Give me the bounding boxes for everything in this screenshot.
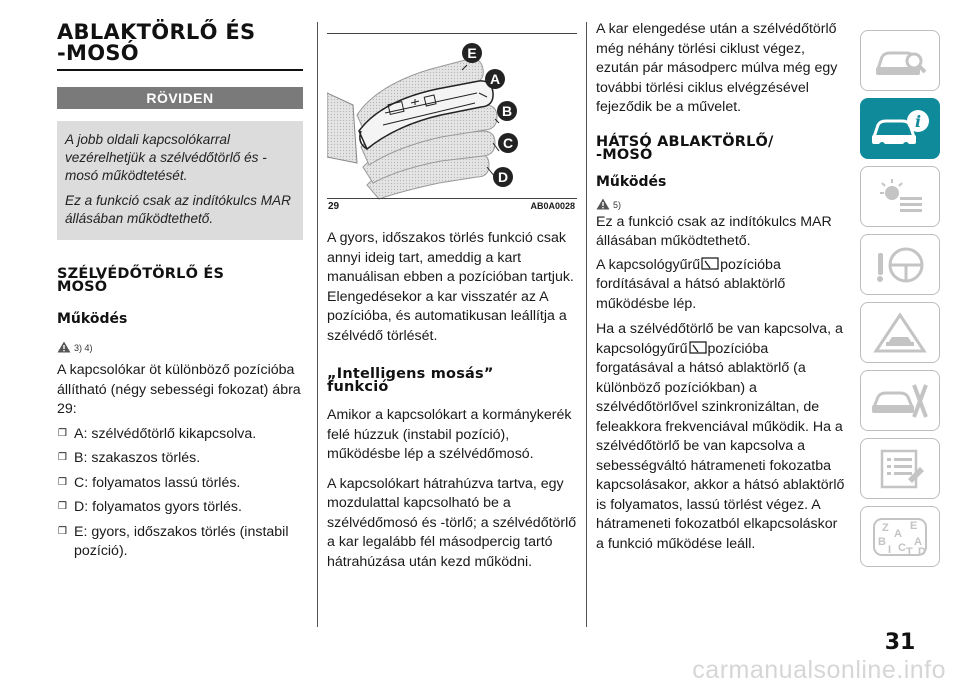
alphabet-index-icon xyxy=(870,515,930,559)
watermark: carmanualsonline.info xyxy=(692,656,946,684)
svg-text:B: B xyxy=(501,103,513,119)
tab-magnifier-car[interactable] xyxy=(860,30,940,91)
label-e-badge xyxy=(462,43,482,63)
svg-text:C: C xyxy=(502,135,514,151)
col3-paragraph-4: Ha a szélvédőtörlő be van kapcsolva, a kapcsológyűrű pozícióba forgatásával a hátsó ablaktörlő (a különböző pozíciókban) a szélvédőtörlővel szinkronizáltan, de feleakkora frekvenciával működik. Ha a szélvédőtörlő be van kapcsolva a sebességváltó hátrameneti fokozatba kapcsolásakor, akkor a hátsó ablaktörlő is folyamatos, lassú törlést végez. A hátrameneti fokozatból elkapcsoláskor a funkció működése leáll. xyxy=(596,321,845,552)
list-item: ❒ A: szélvédőtörlő kikapcsolva. xyxy=(58,425,257,442)
list-item: ❒ D: folyamatos gyors törlés. xyxy=(58,499,242,515)
svg-text:E: E xyxy=(910,519,918,532)
page-number: 31 xyxy=(884,630,916,655)
tab-warning-triangle[interactable] xyxy=(860,302,940,363)
checkbox-bullet-icon: ❒ xyxy=(58,525,67,537)
column-1 xyxy=(57,0,303,567)
warning-triangle-icon xyxy=(596,198,610,210)
svg-text:B: B xyxy=(878,535,886,548)
col2-paragraph-2: Amikor a kapcsolókart a kormánykerék felé húzzuk (instabil pozíció), működésbe lép a szélvédőmosó. xyxy=(327,407,572,462)
svg-text:i: i xyxy=(914,111,922,131)
page-title: ABLAKTÖRLŐ ÉS -MOSÓ xyxy=(57,20,256,65)
subheading-operation: Működés xyxy=(596,173,667,190)
technical-data-icon xyxy=(870,447,930,491)
col2-paragraph-1: A gyors, időszakos törlés funkció csak annyi ideig tart, ameddig a kart manuálisan ebben a pozícióban tartjuk. Elengedésekor a kar visszatér az A pozícióba, és automatikusan leállítja a szélvédő törlését. xyxy=(327,230,574,344)
svg-text:D: D xyxy=(497,169,509,185)
label-c-badge xyxy=(498,133,518,153)
tab-alphabet-index[interactable] xyxy=(860,506,940,567)
label-d-badge xyxy=(493,167,513,187)
col3-paragraph-3: A kapcsológyűrű pozícióba fordításával a hátsó ablaktörlő működésbe lép. xyxy=(596,256,786,312)
summary-heading: RÖVIDEN xyxy=(57,87,303,109)
figure-top-rule xyxy=(327,33,577,34)
tab-warning-lights[interactable] xyxy=(860,166,940,227)
warning-triangle-icon xyxy=(57,341,71,353)
col3-paragraph-1: A kar elengedése után a szélvédőtörlő még néhány törlési ciklust végez, ezután pár másodperc múlva még egy további törlési ciklus elvégzésével fejeződik be a művelet. xyxy=(596,21,838,115)
position-list xyxy=(57,425,303,562)
subheading-operation: Működés xyxy=(57,311,128,327)
rear-wiper-symbol-icon xyxy=(689,341,707,355)
col2-paragraph-3: A kapcsolókart hátrahúzva tartva, egy mozdulattal kapcsolható be a szélvédőmosó és -törlő; a szélvédőtörlő a kar legalább fél másodpercig tartó hátrahúzása után kezd működni. xyxy=(327,475,577,570)
column-divider xyxy=(317,22,318,627)
column-divider xyxy=(586,22,587,627)
svg-text:A: A xyxy=(914,535,922,548)
svg-text:E: E xyxy=(467,45,477,61)
svg-text:C: C xyxy=(898,541,906,554)
title-rule xyxy=(57,69,303,71)
car-tools-icon xyxy=(870,379,930,423)
rear-wiper-symbol-icon xyxy=(701,257,719,271)
section-heading-intelligent-wash: „Intelligens mosás” funkció xyxy=(327,366,494,395)
checkbox-bullet-icon: ❒ xyxy=(58,452,67,463)
intro-text: A kapcsolókar öt különböző pozícióba állítható (négy sebességi fokozat) ábra 29: xyxy=(57,362,301,417)
svg-text:T: T xyxy=(906,545,913,558)
label-b-badge xyxy=(497,101,517,121)
warning-reference: 3) 4) xyxy=(57,341,303,353)
checkbox-bullet-icon: ❒ xyxy=(58,501,67,512)
steering-wheel-icon xyxy=(870,243,930,287)
section-heading-rear-wiper: HÁTSÓ ABLAKTÖRLŐ/ -MOSÓ xyxy=(596,133,774,163)
figure-labels xyxy=(327,35,577,200)
figure-bottom-rule xyxy=(327,198,577,199)
summary-text-2: Ez a funkció csak az indítókulcs MAR állásában működtethető. xyxy=(65,193,291,226)
warning-reference: 5) xyxy=(596,198,848,210)
svg-text:Z: Z xyxy=(882,521,889,534)
car-info-icon xyxy=(868,107,932,151)
col3-paragraph-2: Ez a funkció csak az indítókulcs MAR állásában működtethető. xyxy=(596,213,832,249)
figure-29 xyxy=(327,33,577,215)
checkbox-bullet-icon: ❒ xyxy=(58,476,67,488)
tab-car-tools[interactable] xyxy=(860,370,940,431)
svg-text:A: A xyxy=(489,71,501,87)
list-item: ❒ E: gyors, időszakos törlés (instabil pozíció). xyxy=(58,523,289,559)
tab-car-info[interactable] xyxy=(860,98,940,159)
tab-technical-data[interactable] xyxy=(860,438,940,499)
magnifier-car-icon xyxy=(870,39,930,83)
svg-text:A: A xyxy=(894,527,902,540)
figure-code: AB0A0028 xyxy=(530,201,575,211)
column-3 xyxy=(596,0,848,554)
column-2 xyxy=(327,0,577,572)
section-heading-windscreen: SZÉLVÉDŐTÖRLŐ ÉS MOSÓ xyxy=(57,266,225,295)
list-item: ❒ B: szakaszos törlés. xyxy=(58,450,201,466)
checkbox-bullet-icon: ❒ xyxy=(58,427,67,439)
label-a-badge xyxy=(485,69,505,89)
figure-number: 29 xyxy=(328,201,340,212)
tab-steering-wheel[interactable] xyxy=(860,234,940,295)
svg-text:D: D xyxy=(918,545,926,558)
summary-text-1: A jobb oldali kapcsolókarral vezérelhetjük a szélvédőtörlő és -mosó működtetését. xyxy=(65,132,267,183)
summary-box xyxy=(57,121,303,240)
warning-lights-icon xyxy=(870,175,930,219)
svg-text:I: I xyxy=(888,543,892,556)
list-item: ❒ C: folyamatos lassú törlés. xyxy=(58,474,241,491)
warning-triangle-icon xyxy=(870,311,930,355)
